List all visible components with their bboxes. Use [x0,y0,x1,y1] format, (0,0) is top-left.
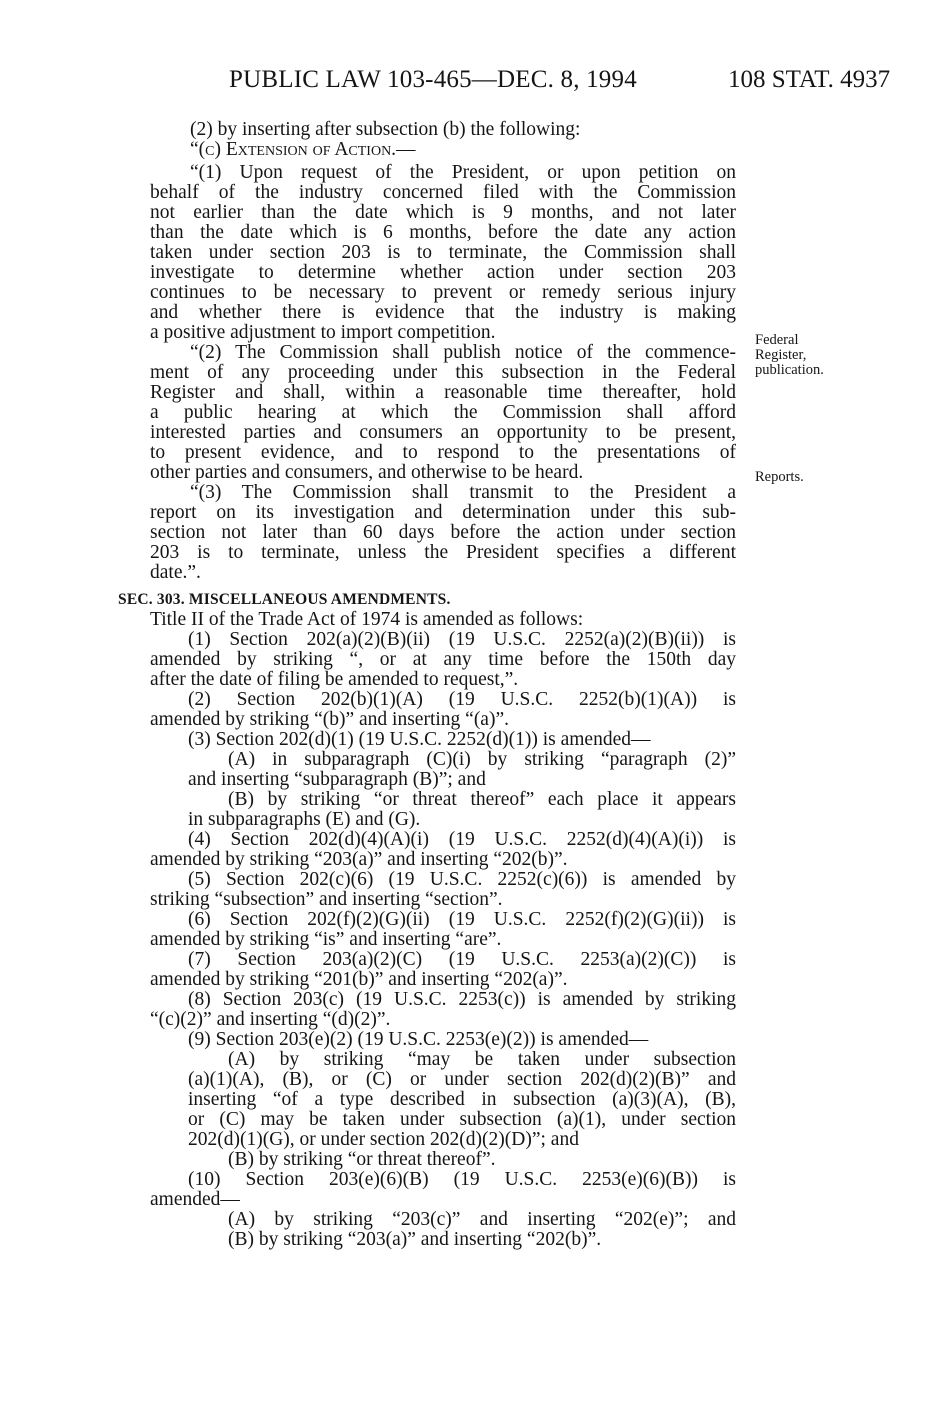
text-line: (4) Section 202(d)(4)(A)(i) (19 U.S.C. 2252(d)(4)(A)(i)) is [188,829,736,850]
subsection-heading: “(c) Extension of Action.— [190,139,416,160]
text-line: and inserting “subparagraph (B)”; and [188,769,486,790]
text-line: (10) Section 203(e)(6)(B) (19 U.S.C. 2253(e)(6)(B)) is [188,1169,736,1190]
text-line: a positive adjustment to import competition. [150,322,496,343]
text-line: (7) Section 203(a)(2)(C) (19 U.S.C. 2253(a)(2)(C)) is [188,949,736,970]
text-line: amended by striking “203(a)” and inserting “202(b)”. [150,849,568,870]
text-line: inserting “of a type described in subsection (a)(3)(A), (B), [188,1089,736,1110]
text-line: (A) by striking “203(c)” and inserting “202(e)”; and [228,1209,736,1230]
text-line: a public hearing at which the Commission shall afford [150,402,736,423]
text-line: “(3) The Commission shall transmit to the President a [190,482,736,503]
text-line: after the date of filing be amended to request,”. [150,669,519,690]
text-line: (3) Section 202(d)(1) (19 U.S.C. 2252(d)(1)) is amended— [188,729,651,750]
text-line: behalf of the industry concerned filed with the Commission [150,182,736,203]
text-line: not earlier than the date which is 9 months, and not later [150,202,736,223]
text-line: (6) Section 202(f)(2)(G)(ii) (19 U.S.C. 2252(f)(2)(G)(ii)) is [188,909,736,930]
text-line: (A) by striking “may be taken under subsection [228,1049,736,1070]
text-line: amended by striking “201(b)” and inserting “202(a)”. [150,969,568,990]
margin-note-federal-register [755,333,824,378]
text-line: “(2) The Commission shall publish notice of the commence- [190,342,736,363]
text-line: striking “subsection” and inserting “section”. [150,889,503,910]
text-line: taken under section 203 is to terminate, the Commission shall [150,242,736,263]
text-line: section not later than 60 days before the action under section [150,522,736,543]
text-line: ment of any proceeding under this subsection in the Federal [150,362,736,383]
text-line: or (C) may be taken under subsection (a)(1), under section [188,1109,736,1130]
text-line: (8) Section 203(c) (19 U.S.C. 2253(c)) is amended by striking [188,989,736,1010]
text-line: and whether there is evidence that the industry is making [150,302,736,323]
margin-note-line: publication. [755,362,824,378]
text-line: Register and shall, within a reasonable time thereafter, hold [150,382,736,403]
running-head: PUBLIC LAW 103-465—DEC. 8, 1994 [229,66,637,93]
text-line: date.”. [150,562,201,583]
text-line: report on its investigation and determination under this sub- [150,502,736,523]
text-line: amended by striking “, or at any time before the 150th day [150,649,736,670]
text-line: 203 is to terminate, unless the President specifies a different [150,542,736,563]
text-line: (a)(1)(A), (B), or (C) or under section 202(d)(2)(B)” and [188,1069,736,1090]
text-line: (B) by striking “or threat thereof”. [228,1149,496,1170]
text-line: investigate to determine whether action under section 203 [150,262,736,283]
text-line: continues to be necessary to prevent or remedy serious injury [150,282,736,303]
text-line: “(1) Upon request of the President, or upon petition on [190,162,736,183]
text-line: than the date which is 6 months, before the date any action [150,222,736,243]
text-line: (5) Section 202(c)(6) (19 U.S.C. 2252(c)(6)) is amended by [188,869,736,890]
section-heading: SEC. 303. MISCELLANEOUS AMENDMENTS. [118,591,451,608]
text-line: (B) by striking “or threat thereof” each place it appears [228,789,736,810]
text-line: (B) by striking “203(a)” and inserting “202(b)”. [228,1229,602,1250]
text-line: “(c)(2)” and inserting “(d)(2)”. [150,1009,391,1030]
margin-note-line: Reports. [755,469,804,485]
text-line: amended— [150,1189,240,1210]
margin-note-line: Federal [755,332,799,348]
text-line: (A) in subparagraph (C)(i) by striking “paragraph (2)” [228,749,736,770]
page-header [0,66,947,98]
margin-note-reports [755,470,804,485]
text-line: interested parties and consumers an opportunity to be present, [150,422,736,443]
text-line: to present evidence, and to respond to the presentations of [150,442,736,463]
text-line: (9) Section 203(e)(2) (19 U.S.C. 2253(e)(2)) is amended— [188,1029,649,1050]
text-line: in subparagraphs (E) and (G). [188,809,421,830]
text-line: (2) Section 202(b)(1)(A) (19 U.S.C. 2252(b)(1)(A)) is [188,689,736,710]
text-line: other parties and consumers, and otherwise to be heard. [150,462,584,483]
text-line: amended by striking “is” and inserting “are”. [150,929,502,950]
text-line: Title II of the Trade Act of 1974 is amended as follows: [150,609,584,630]
stat-page-number: 108 STAT. 4937 [728,66,891,93]
margin-note-line: Register, [755,347,807,363]
text-line: amended by striking “(b)” and inserting “(a)”. [150,709,509,730]
text-line: (1) Section 202(a)(2)(B)(ii) (19 U.S.C. 2252(a)(2)(B)(ii)) is [188,629,736,650]
text-line: 202(d)(1)(G), or under section 202(d)(2)(D)”; and [188,1129,579,1150]
text-line: (2) by inserting after subsection (b) the following: [190,119,581,140]
